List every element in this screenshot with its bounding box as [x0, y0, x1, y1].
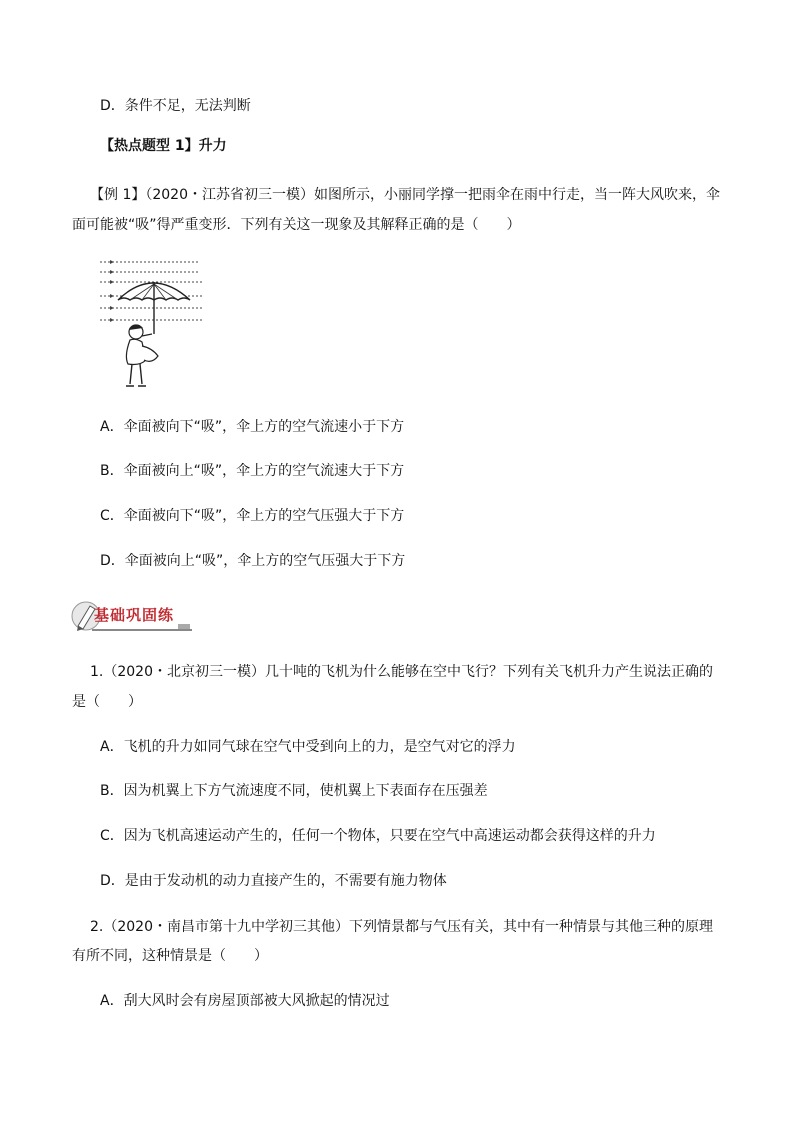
- section-badge-label: 基础巩固练: [94, 606, 175, 624]
- hotspot-heading: [100, 136, 227, 156]
- q2-option-a: A．刮大风时会有房屋顶部被大风掀起的情况过: [100, 993, 390, 1009]
- example-option-c: C．伞面被向下“吸”，伞上方的空气压强大于下方: [100, 508, 405, 524]
- option-d-previous: D．条件不足，无法判断: [100, 98, 251, 114]
- q1-text-line-2: 是（ ）: [72, 694, 142, 710]
- hotspot-title: 升力: [198, 138, 227, 154]
- q1-option-a: A．飞机的升力如同气球在空气中受到向上的力，是空气对它的浮力: [100, 739, 516, 755]
- hotspot-tag: 【热点题型 1】: [100, 138, 199, 154]
- section-badge: [70, 598, 198, 634]
- example-text-line-2: 面可能被“吸”得严重变形．下列有关这一现象及其解释正确的是（ ）: [72, 217, 521, 233]
- q1-option-c: C．因为飞机高速运动产生的，任何一个物体，只要在空气中高速运动都会获得这样的升力: [100, 828, 656, 844]
- q2-text-line-2: 有所不同，这种情景是（ ）: [72, 948, 268, 964]
- q1-option-b: B．因为机翼上下方气流速度不同，使机翼上下表面存在压强差: [100, 783, 488, 799]
- example-text-line-1: 【例 1】（2020・江苏省初三一模）如图所示，小丽同学撑一把雨伞在雨中行走，当一阵大风吹来，伞: [90, 187, 720, 203]
- q1-option-d: D．是由于发动机的动力直接产生的，不需要有施力物体: [100, 873, 447, 889]
- q1-text-line-1: 1.（2020・北京初三一模）几十吨的飞机为什么能够在空中飞行？下列有关飞机升力产生说法正确的: [90, 664, 713, 680]
- example-option-a: A．伞面被向下“吸”，伞上方的空气流速小于下方: [100, 419, 405, 435]
- q2-text-line-1: 2.（2020・南昌市第十九中学初三其他）下列情景都与气压有关，其中有一种情景与其他三种的原理: [90, 919, 713, 935]
- umbrella-figure: [98, 256, 206, 394]
- example-option-d: D．伞面被向上“吸”，伞上方的空气压强大于下方: [100, 553, 406, 569]
- umbrella-wind-illustration-icon: [98, 256, 206, 394]
- example-option-b: B．伞面被向上“吸”，伞上方的空气流速大于下方: [100, 463, 405, 479]
